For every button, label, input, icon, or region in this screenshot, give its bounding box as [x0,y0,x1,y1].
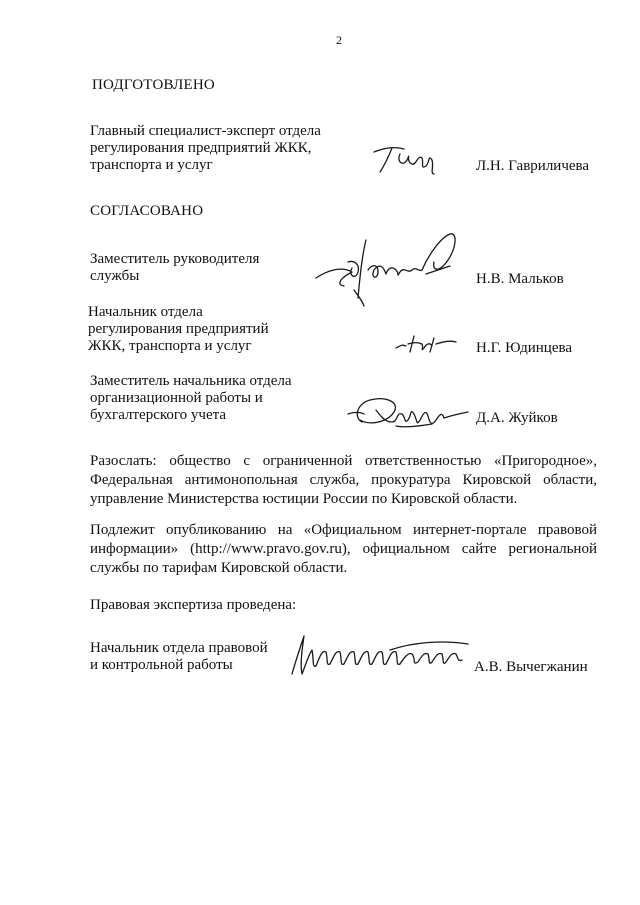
position-line: Заместитель руководителя [90,251,260,267]
position-line: регулирования предприятий ЖКК, [90,140,312,156]
position-line: Главный специалист-эксперт отдела [90,123,321,139]
publication-line: службы по тарифам Кировской области. [90,560,348,576]
prepared-name: Л.Н. Гавриличева [476,158,590,174]
publication-line: Подлежит опубликованию на «Официальном интернет-портале правовой [90,522,597,538]
legal-review-name: А.В. Вычегжанин [474,659,588,675]
publication-line: информации» (http://www.pravo.gov.ru), официальном сайте региональной [90,541,597,557]
agreed-signer-3-name: Д.А. Жуйков [476,410,558,426]
prepared-position [90,123,321,174]
position-line: бухгалтерского учета [90,407,227,423]
agreed-signer-1-name: Н.В. Мальков [476,271,564,287]
distribution-line: Разослать: общество с ограниченной ответственностью «Пригородное», [90,453,597,469]
publication-paragraph [90,521,597,578]
signature-yudintseva [394,330,460,356]
signature-zhuykov [346,392,474,436]
position-line: транспорта и услуг [90,157,213,173]
agreed-signer-1-position [90,251,259,285]
position-line: Заместитель начальника отдела [90,373,292,389]
position-line: и контрольной работы [90,657,233,673]
signature-vychegzhanin [282,630,474,680]
position-line: Начальник отдела правовой [90,640,268,656]
prepared-heading: ПОДГОТОВЛЕНО [92,77,215,93]
position-line: регулирования предприятий [88,321,269,337]
signature-gavrilicheva [370,140,440,180]
signature-malkov [308,226,468,310]
distribution-line: управление Министерства юстиции России по Кировской области. [90,491,518,507]
agreed-signer-2-position [88,304,269,355]
agreed-signer-2-name: Н.Г. Юдинцева [476,340,573,356]
agreed-signer-3-position [90,373,292,424]
legal-review-position [90,640,268,674]
page-number: 2 [336,33,342,47]
position-line: службы [90,268,140,284]
position-line: организационной работы и [90,390,263,406]
legal-review-statement: Правовая экспертиза проведена: [90,597,297,613]
position-line: Начальник отдела [88,304,203,320]
position-line: ЖКК, транспорта и услуг [88,338,252,354]
agreed-heading: СОГЛАСОВАНО [90,203,204,219]
distribution-line: Федеральная антимонопольная служба, прокуратура Кировской области, [90,472,597,488]
distribution-paragraph [90,452,597,509]
